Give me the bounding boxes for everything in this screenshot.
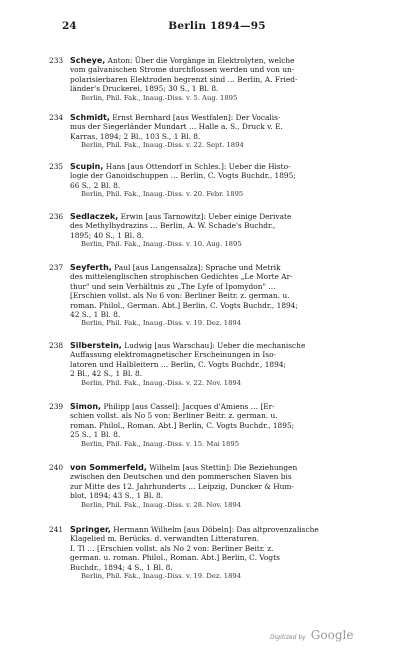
bibliography-entry	[49, 463, 378, 510]
digitization-watermark	[270, 624, 353, 643]
digitized-by-text: Digitized by	[270, 634, 306, 641]
entry-text-line: vom galvanischen Strome durchflossen werden und von un-	[70, 65, 295, 75]
dissertation-note: Berlin, Phil. Fak., Inaug.-Diss. v. 5. Aug. 1895	[81, 93, 238, 102]
entry-number: 240	[49, 463, 64, 472]
entry-text-line	[70, 463, 378, 472]
author-name: Springer,	[70, 525, 111, 534]
entry-text-line	[70, 56, 378, 65]
entry-text-line	[70, 263, 378, 272]
dissertation-note: Berlin, Phil. Fak., Inaug.-Diss. v. 19. Dez. 1894	[81, 319, 242, 328]
entry-text: Ernst Bernhard [aus Westfalen]: Der Vocalis-	[112, 113, 281, 122]
author-name: Scupin,	[70, 162, 104, 171]
entry-number: 239	[49, 402, 64, 411]
entry-text-line: Karras, 1894; 2 Bl., 103 S., 1 Bl. 8.	[70, 131, 201, 141]
entry-text-line: 25 S., 1 Bl. 8.	[70, 430, 121, 440]
entry-text: Erwin [aus Tarnowitz]: Ueber einige Derivate	[120, 212, 292, 221]
dissertation-note: Berlin, Phil. Fak., Inaug.-Diss. v. 22. Nov. 1894	[81, 378, 242, 387]
author-name: von Sommerfeld,	[70, 463, 147, 472]
bibliography-entry	[49, 263, 378, 329]
entry-text: Philipp [aus Cassel]: Jacques d'Amiens … [Er-	[103, 402, 275, 411]
entry-text: Ludwig [aus Warschau]: Ueber die mechanische	[124, 341, 306, 350]
bibliography-entry	[49, 162, 378, 200]
entry-text-line: polarisierbaren Elektroden begrenzt sind … Berlin, A. Fried-	[70, 74, 298, 84]
dissertation-note: Berlin, Phil. Fak., Inaug.-Diss. v. 15. Mai 1895	[81, 439, 240, 448]
dissertation-note: Berlin, Phil. Fak., Inaug.-Diss. v. 20. Febr. 1895	[81, 190, 244, 199]
entry-text-line: blot, 1894; 43 S., 1 Bl. 8.	[70, 491, 164, 501]
entry-text-line: Auffassung elektromagnetischer Erscheinungen in Iso-	[70, 350, 277, 360]
entry-text-line: logie der Ganoidschuppen … Berlin, C. Vogts Buchdr., 1895;	[70, 171, 296, 181]
running-title: Berlin 1894—95	[168, 20, 266, 32]
entry-text-line: latoren und Halbleitern … Berlin, C. Vogts Buchdr., 1894;	[70, 359, 287, 369]
entry-text-line: german. u. roman. Philol., Roman. Abt.] Berlin, C. Vogts	[70, 553, 280, 563]
dissertation-note: Berlin, Phil. Fak., Inaug.-Diss. v. 28. Nov. 1894	[81, 500, 242, 509]
entry-text-line: 2 Bl., 42 S., 1 Bl. 8.	[70, 369, 143, 379]
entry-text-line	[70, 212, 378, 221]
entry-text-line: des Methylhydrazins … Berlin, A. W. Schade's Buchdr.,	[70, 221, 276, 231]
entry-text: Hans [aus Ottendorf in Schles.]: Ueber die Histo-	[105, 162, 291, 171]
entry-text-line: des mittelenglischen strophischen Gedichtes „Le Morte Ar-	[70, 272, 293, 282]
bibliography-entry	[49, 341, 378, 388]
entry-number: 236	[49, 212, 64, 221]
entry-number: 241	[49, 525, 64, 534]
entry-number: 234	[49, 113, 64, 122]
entry-text-line: länder's Druckerei, 1895; 30 S., 1 Bl. 8.	[70, 84, 219, 94]
author-name: Schmidt,	[70, 113, 110, 122]
entry-text: Anton: Über die Vorgänge in Elektrolyten, welche	[107, 56, 295, 65]
entry-number: 237	[49, 263, 64, 272]
entry-text-line	[70, 162, 378, 171]
entry-text-line	[70, 341, 378, 350]
entry-text-line: 1895; 40 S., 1 Bl. 8.	[70, 230, 144, 240]
entry-text: Paul [aus Langensalza]: Sprache und Metrik	[114, 263, 281, 272]
entry-text-line: 66 S., 2 Bl. 8.	[70, 180, 121, 190]
entry-text-line	[70, 113, 378, 122]
entry-text-line: [Erschien vollst. als No 6 von: Berliner Beitr. z. german. u.	[70, 291, 290, 301]
bibliography-entry	[49, 113, 378, 151]
entry-text-line: schien vollst. als No 5 von: Berliner Beitr. z. german. u.	[70, 411, 278, 421]
dissertation-note: Berlin, Phil. Fak., Inaug.-Diss. v. 22. Sept. 1894	[81, 141, 244, 150]
entry-text-line: Klagelied m. Berücks. d. verwandten Litteraturen.	[70, 534, 259, 544]
google-logo: Google	[310, 628, 354, 642]
entry-text-line	[70, 402, 378, 411]
author-name: Scheye,	[70, 56, 106, 65]
entry-text-line: Buchdr., 1894; 4 S., 1 Bl. 8.	[70, 562, 173, 572]
dissertation-note: Berlin, Phil. Fak., Inaug.-Diss. v. 10. Aug. 1895	[81, 240, 242, 249]
entry-text-line: roman. Philol., Roman. Abt.] Berlin, C. Vogts Buchdr., 1895;	[70, 420, 295, 430]
bibliography-entry	[49, 402, 378, 449]
entry-text: Hermann Wilhelm [aus Döbeln]: Das altprovenzalische	[113, 525, 319, 534]
dissertation-note: Berlin, Phil. Fak., Inaug.-Diss. v. 19. Dez. 1894	[81, 572, 242, 581]
entry-text-line: mus der Siegerländer Mundart … Halle a. S., Druck v. E.	[70, 122, 283, 132]
entry-text-line: roman. Philol., German. Abt.] Berlin, C. Vogts Buchdr., 1894;	[70, 300, 298, 310]
page-header	[62, 20, 372, 36]
entry-text-line	[70, 525, 378, 534]
author-name: Simon,	[70, 402, 102, 411]
entry-number: 235	[49, 162, 64, 171]
entry-text-line: 42 S., 1 Bl. 8.	[70, 310, 121, 320]
author-name: Sedlaczek,	[70, 212, 119, 221]
author-name: Seyferth,	[70, 263, 112, 272]
entry-text-line: zur Mitte des 12. Jahrhunderts … Leipzig, Duncker & Hum-	[70, 481, 294, 491]
entry-text-line: zwischen den Deutschen und den pommerschen Slaven bis	[70, 472, 292, 482]
bibliography-entry	[49, 525, 378, 581]
entry-text: Wilhelm [aus Stettin]: Die Beziehungen	[149, 463, 298, 472]
bibliography-entry	[49, 56, 378, 103]
page-number: 24	[62, 20, 77, 32]
entry-text-line: thur" und sein Verhältnis zu „The Lyfe of Ipomydon" …	[70, 281, 276, 291]
entry-number: 233	[49, 56, 64, 65]
bibliography-entry	[49, 212, 378, 250]
entry-text-line: I. Tl … [Erschien vollst. als No 2 von: Berliner Beitr. z.	[70, 543, 274, 553]
entry-number: 238	[49, 341, 64, 350]
author-name: Silberstein,	[70, 341, 122, 350]
